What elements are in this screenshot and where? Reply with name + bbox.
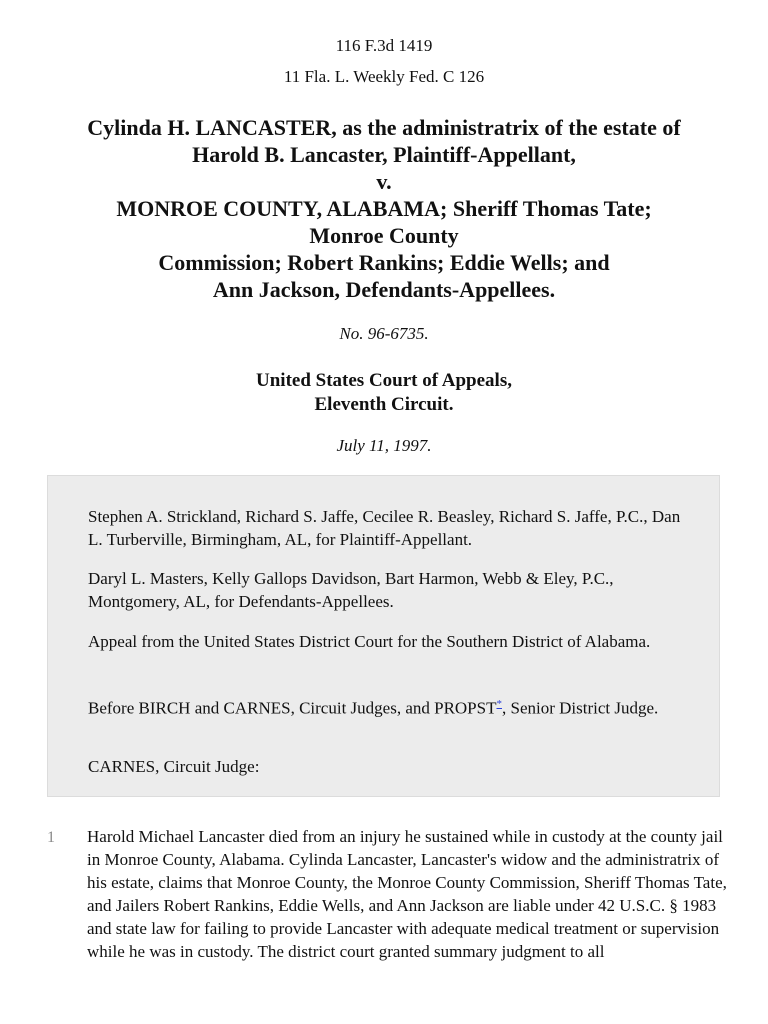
counsel-box <box>47 475 720 797</box>
caption-line: v. <box>376 169 392 194</box>
reporter-citation: 11 Fla. L. Weekly Fed. C 126 <box>283 67 485 86</box>
footnote-link[interactable]: * <box>496 698 502 710</box>
caption-line: Commission; Robert Rankins; Eddie Wells; and <box>158 250 610 275</box>
panel <box>88 693 688 720</box>
court-line: United States Court of Appeals, <box>256 370 512 391</box>
appeal-origin: Appeal from the United States District Court for the Southern District of Alabama. <box>88 632 651 651</box>
decision-date: July 11, 1997. <box>336 436 432 455</box>
opinion-author: CARNES, Circuit Judge: <box>88 757 260 776</box>
case-caption <box>0 114 768 303</box>
citation: 116 F.3d 1419 <box>335 36 433 55</box>
opinion-paragraph: Harold Michael Lancaster died from an injury he sustained while in custody at the county jail in Monroe County, Alabama. Cylinda Lancaster, Lancaster's widow and the administratrix of his estate, claims that Monroe County, the Monroe County Commission, Sheriff Thomas Tate, and Jailers Robert Rankins, Eddie Wells, and Ann Jackson are liable under 42 U.S.C. § 1983 and state law for failing to provide Lancaster with adequate medical treatment or supervision while he was in custody. The district court granted summary judgment to all <box>87 827 727 961</box>
paragraph-number: 1 <box>47 829 55 846</box>
defendant-counsel: Daryl L. Masters, Kelly Gallops Davidson, Bart Harmon, Webb & Eley, P.C., Montgomery, AL, for Defendants-Appellees. <box>88 569 614 611</box>
panel-text-end: , Senior District Judge. <box>501 698 659 718</box>
caption-line: Ann Jackson, Defendants-Appellees. <box>212 277 556 302</box>
caption-line: MONROE COUNTY, ALABAMA; Sheriff Thomas Tate; <box>116 196 652 221</box>
plaintiff-counsel: Stephen A. Strickland, Richard S. Jaffe, Cecilee R. Beasley, Richard S. Jaffe, P.C., Dan L. Turberville, Birmingham, AL, for Plaintiff-Appellant. <box>88 507 681 549</box>
caption-line: Harold B. Lancaster, Plaintiff-Appellant, <box>192 142 576 167</box>
docket-number: No. 96-6735. <box>339 324 429 343</box>
caption-line: Monroe County <box>309 223 459 248</box>
panel-text: Before BIRCH and CARNES, Circuit Judges, and PROPST <box>88 698 497 718</box>
caption-line: Cylinda H. LANCASTER, as the administratrix of the estate of <box>87 115 681 140</box>
court-line: Eleventh Circuit. <box>314 394 454 415</box>
court-name <box>0 369 768 417</box>
